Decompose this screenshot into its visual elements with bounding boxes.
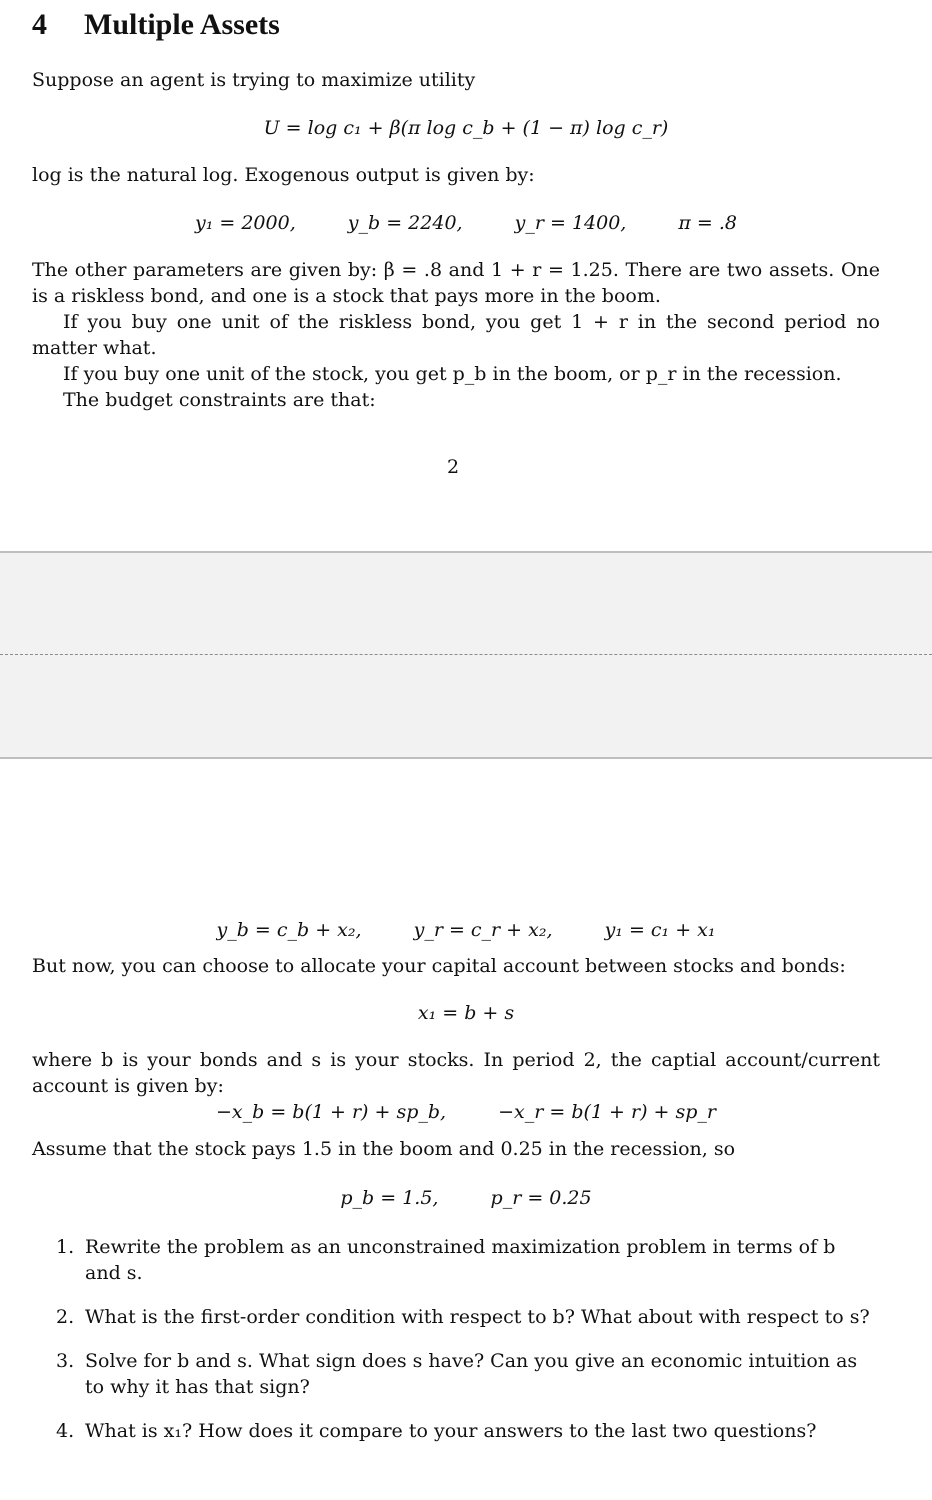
utility-equation: U = log c₁ + β(π log c_b + (1 − π) log c_r) (263, 117, 669, 139)
output-yr: y_r = 1400, (514, 212, 627, 234)
question-number: 3. (56, 1350, 75, 1372)
period2-equations (0, 1099, 932, 1125)
question-list (56, 1234, 876, 1444)
budget-eq-recession: y_r = c_r + x₂, (413, 919, 553, 941)
question-item (56, 1234, 876, 1286)
x1-equation: x₁ = b + s (417, 1002, 515, 1024)
question-number: 1. (56, 1236, 75, 1258)
budget-eq-boom: y_b = c_b + x₂, (216, 919, 362, 941)
page-number: 2 (446, 456, 460, 478)
parameters-text: The other parameters are given by: β = .8 and 1 + r = 1.25. There are two assets. One is a riskless bond, and one is a stock that pays more in the boom. (32, 259, 880, 307)
question-text: Rewrite the problem as an unconstrained maximization problem in terms of b and s. (85, 1236, 836, 1284)
section-title: Multiple Assets (84, 8, 280, 41)
payoff-equations (0, 1185, 932, 1211)
stock-text: If you buy one unit of the stock, you get p_b in the boom, or p_r in the recession. (63, 363, 842, 385)
question-item (56, 1348, 876, 1400)
question-number: 4. (56, 1420, 75, 1442)
where-text: where b is your bonds and s is your stocks. In period 2, the captial account/current account is given by: (32, 1049, 880, 1097)
output-pi: π = .8 (678, 212, 738, 234)
section-number: 4 (32, 8, 47, 41)
section-heading (32, 8, 280, 42)
question-text: What is the first-order condition with respect to b? What about with respect to s? (85, 1306, 870, 1328)
output-equations (0, 210, 932, 236)
intro-text: Suppose an agent is trying to maximize utility (32, 69, 476, 91)
payoff-recession: p_r = 0.25 (490, 1187, 592, 1209)
output-y1: y₁ = 2000, (194, 212, 296, 234)
payoff-boom: p_b = 1.5, (340, 1187, 439, 1209)
question-text: What is x₁? How does it compare to your answers to the last two questions? (85, 1420, 817, 1442)
period2-eq-boom: −x_b = b(1 + r) + sp_b, (216, 1101, 447, 1123)
question-item (56, 1304, 876, 1330)
page-break-band (0, 551, 932, 759)
bond-text: If you buy one unit of the riskless bond, you get 1 + r in the second period no matter what. (32, 311, 880, 359)
budget-equations (0, 917, 932, 943)
output-yb: y_b = 2240, (347, 212, 463, 234)
budget-eq-period1: y₁ = c₁ + x₁ (604, 919, 716, 941)
budget-intro: The budget constraints are that: (63, 389, 376, 411)
page-break-dashed-line (0, 654, 932, 655)
question-number: 2. (56, 1306, 75, 1328)
question-item (56, 1418, 876, 1444)
period2-eq-recession: −x_r = b(1 + r) + sp_r (498, 1101, 716, 1123)
log-note: log is the natural log. Exogenous output is given by: (32, 164, 535, 186)
question-text: Solve for b and s. What sign does s have? Can you give an economic intuition as to why it has that sign? (85, 1350, 858, 1398)
allocate-text: But now, you can choose to allocate your capital account between stocks and bonds: (32, 955, 846, 977)
assume-text: Assume that the stock pays 1.5 in the boom and 0.25 in the recession, so (32, 1138, 736, 1160)
